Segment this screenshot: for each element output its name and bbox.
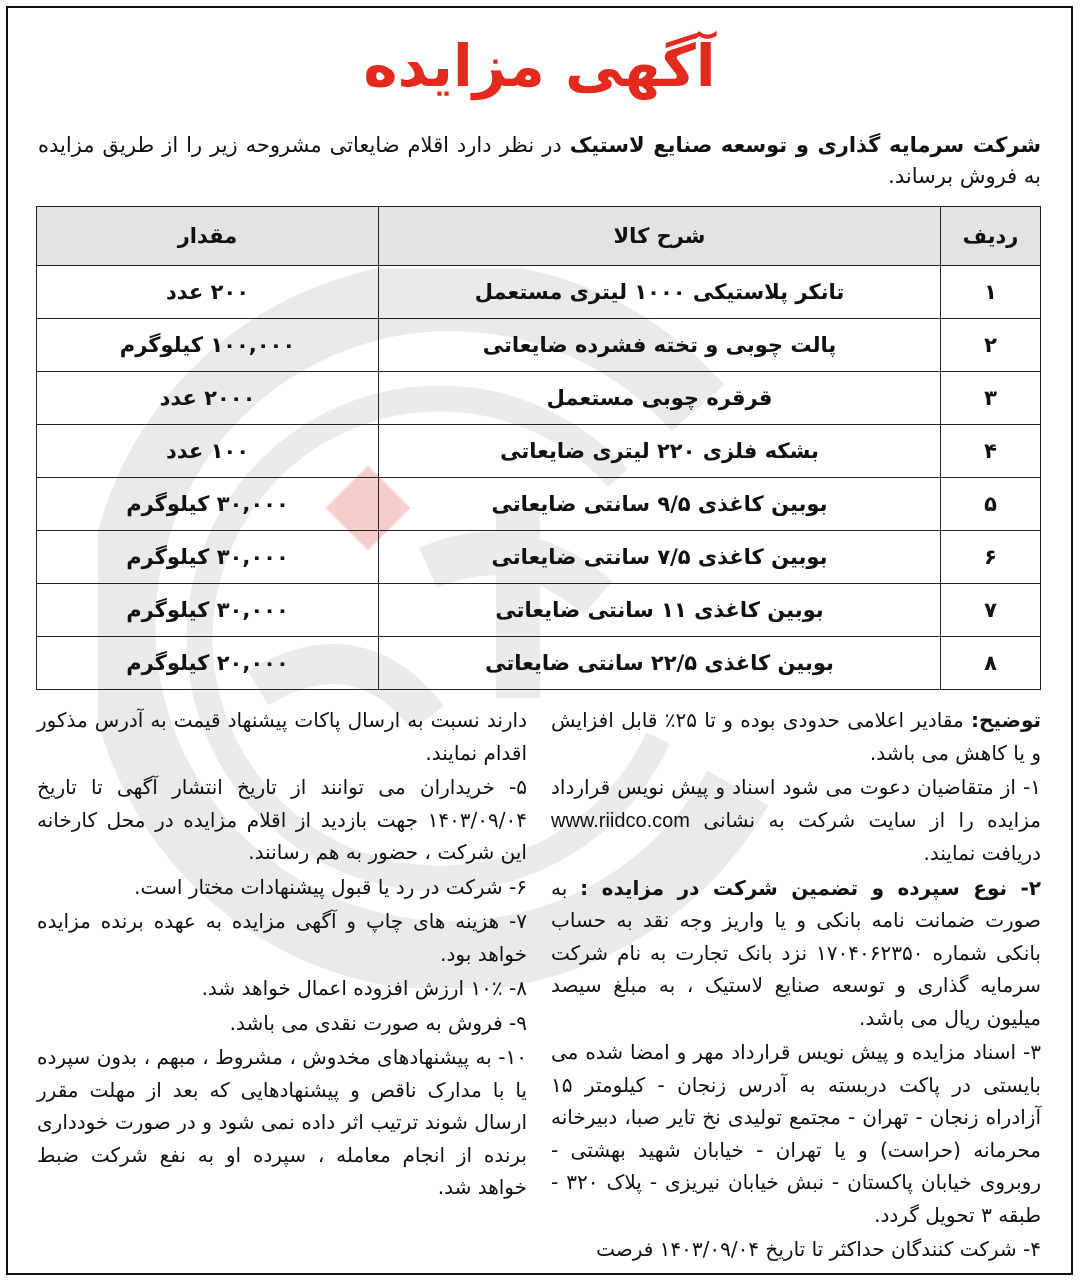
row-number: ۶	[941, 531, 1041, 584]
auction-items-table	[36, 206, 1041, 690]
term-3: ۳- اسناد مزایده و پیش نویس قرارداد مهر و امضا شده می بایستی در پاکت دربسته به آدرس زنجان - کیلومتر ۱۵ آزادراه زنجان - تهران - مجتمع تولیدی نخ تایر صبا، دبیرخانه محرمانه (حراست) و یا تهران - خیابان شهید بهشتی - روبروی خیابان پاکستان - نبش خیابان نیریزی - پلاک ۳۲۰ - طبقه ۳ تحویل گردد.	[551, 1040, 1041, 1227]
term-1-end: دریافت نمایند.	[923, 841, 1041, 865]
header-quantity: مقدار	[37, 207, 379, 266]
table-row	[37, 478, 1041, 531]
table-row	[37, 319, 1041, 372]
term-4-continued: دارند نسبت به ارسال پاکات پیشنهاد قیمت به آدرس مذکور اقدام نمایند.	[37, 708, 527, 765]
term-10: ۱۰- به پیشنهادهای مخدوش ، مشروط ، مبهم ، بدون سپرده یا با مدارک ناقص و پیشنهادهایی که بعد از مهلت مقرر ارسال شوند ترتیب اثر داده نمی شود و در صورت خودداری برنده از انجام معامله ، سپرده او به نفع شرکت ضبط خواهد شد.	[37, 1045, 527, 1199]
row-number: ۵	[941, 478, 1041, 531]
row-description: بوبین کاغذی ۷/۵ سانتی ضایعاتی	[379, 531, 941, 584]
row-number: ۲	[941, 319, 1041, 372]
row-number: ۴	[941, 425, 1041, 478]
table-row	[37, 531, 1041, 584]
note-text: مقادیر اعلامی حدودی بوده و تا ۲۵٪ قابل افزایش و یا کاهش می باشد.	[551, 708, 1041, 765]
table-row	[37, 425, 1041, 478]
header-description: شرح کالا	[379, 207, 941, 266]
terms-column-right	[551, 704, 1041, 1264]
row-description: بوبین کاغذی ۲۲/۵ سانتی ضایعاتی	[379, 637, 941, 690]
row-description: قرقره چوبی مستعمل	[379, 372, 941, 425]
row-description: پالت چوبی و تخته فشرده ضایعاتی	[379, 319, 941, 372]
table-row	[37, 584, 1041, 637]
intro-text: در نظر دارد اقلام ضایعاتی مشروحه زیر را از طریق مزایده به فروش برساند.	[38, 133, 1041, 188]
term-1	[551, 771, 1041, 870]
term-1-text: ۱- از متقاضیان دعوت می شود اسناد و پیش نویس قرارداد مزایده را از سایت شرکت به نشانی	[551, 775, 1041, 832]
row-description: بوبین کاغذی ۱۱ سانتی ضایعاتی	[379, 584, 941, 637]
term-9: ۹- فروش به صورت نقدی می باشد.	[229, 1010, 527, 1035]
term-5: ۵- خریداران می توانند از تاریخ انتشار آگهی تا تاریخ ۱۴۰۳/۰۹/۰۴ جهت بازدید از اقلام مزایده در محل کارخانه این شرکت ، حضور به هم رسانند.	[37, 775, 527, 864]
row-quantity: ۲۰۰۰ عدد	[37, 372, 379, 425]
term-8: ۸- ۱۰٪ ارزش افزوده اعمال خواهد شد.	[201, 976, 527, 1000]
row-number: ۷	[941, 584, 1041, 637]
note-paragraph	[551, 704, 1041, 769]
row-quantity: ۱۰۰,۰۰۰ کیلوگرم	[37, 319, 379, 372]
term-6: ۶- شرکت در رد یا قبول پیشنهادات مختار است.	[134, 874, 527, 899]
row-quantity: ۲۰۰ عدد	[37, 266, 379, 319]
term-2	[551, 872, 1041, 1035]
company-name: شرکت سرمایه گذاری و توسعه صنایع لاستیک	[569, 133, 1041, 157]
table-row	[37, 637, 1041, 690]
note-label: توضیح:	[971, 708, 1041, 732]
row-quantity: ۳۰,۰۰۰ کیلوگرم	[37, 584, 379, 637]
notice-content	[8, 28, 1071, 192]
row-quantity: ۲۰,۰۰۰ کیلوگرم	[37, 637, 379, 690]
row-quantity: ۱۰۰ عدد	[37, 425, 379, 478]
header-row-number: ردیف	[941, 207, 1041, 266]
notice-frame	[6, 6, 1073, 1275]
table-row	[37, 372, 1041, 425]
table-row	[37, 266, 1041, 319]
term-2-text: به صورت ضمانت نامه بانکی و یا واریز وجه نقد به حساب بانکی شماره ۱۷۰۴۰۶۲۳۵۰ نزد بانک تجارت به نام شرکت سرمایه گذاری و توسعه صنایع لاستیک ، به مبلغ سیصد میلیون ریال می باشد.	[551, 875, 1041, 1030]
row-number: ۳	[941, 372, 1041, 425]
row-number: ۱	[941, 266, 1041, 319]
terms-column-left	[37, 704, 527, 1264]
intro-paragraph	[38, 130, 1041, 192]
term-4: ۴- شرکت کنندگان حداکثر تا تاریخ ۱۴۰۳/۰۹/۰۴ فرصت	[596, 1237, 1041, 1261]
terms-section	[37, 704, 1041, 1264]
term-7: ۷- هزینه های چاپ و آگهی مزایده به عهده برنده مزایده خواهد بود.	[37, 909, 527, 966]
row-quantity: ۳۰,۰۰۰ کیلوگرم	[37, 478, 379, 531]
row-description: تانکر پلاستیکی ۱۰۰۰ لیتری مستعمل	[379, 266, 941, 319]
term-2-label: ۲- نوع سپرده و تضمین شرکت در مزایده :	[580, 875, 1042, 900]
company-website-link[interactable]: www.riidco.com	[551, 809, 690, 832]
row-description: بوبین کاغذی ۹/۵ سانتی ضایعاتی	[379, 478, 941, 531]
row-quantity: ۳۰,۰۰۰ کیلوگرم	[37, 531, 379, 584]
row-number: ۸	[941, 637, 1041, 690]
page-title: آگهی مزایده	[363, 32, 716, 100]
table-header-row	[37, 207, 1041, 266]
row-description: بشکه فلزی ۲۲۰ لیتری ضایعاتی	[379, 425, 941, 478]
